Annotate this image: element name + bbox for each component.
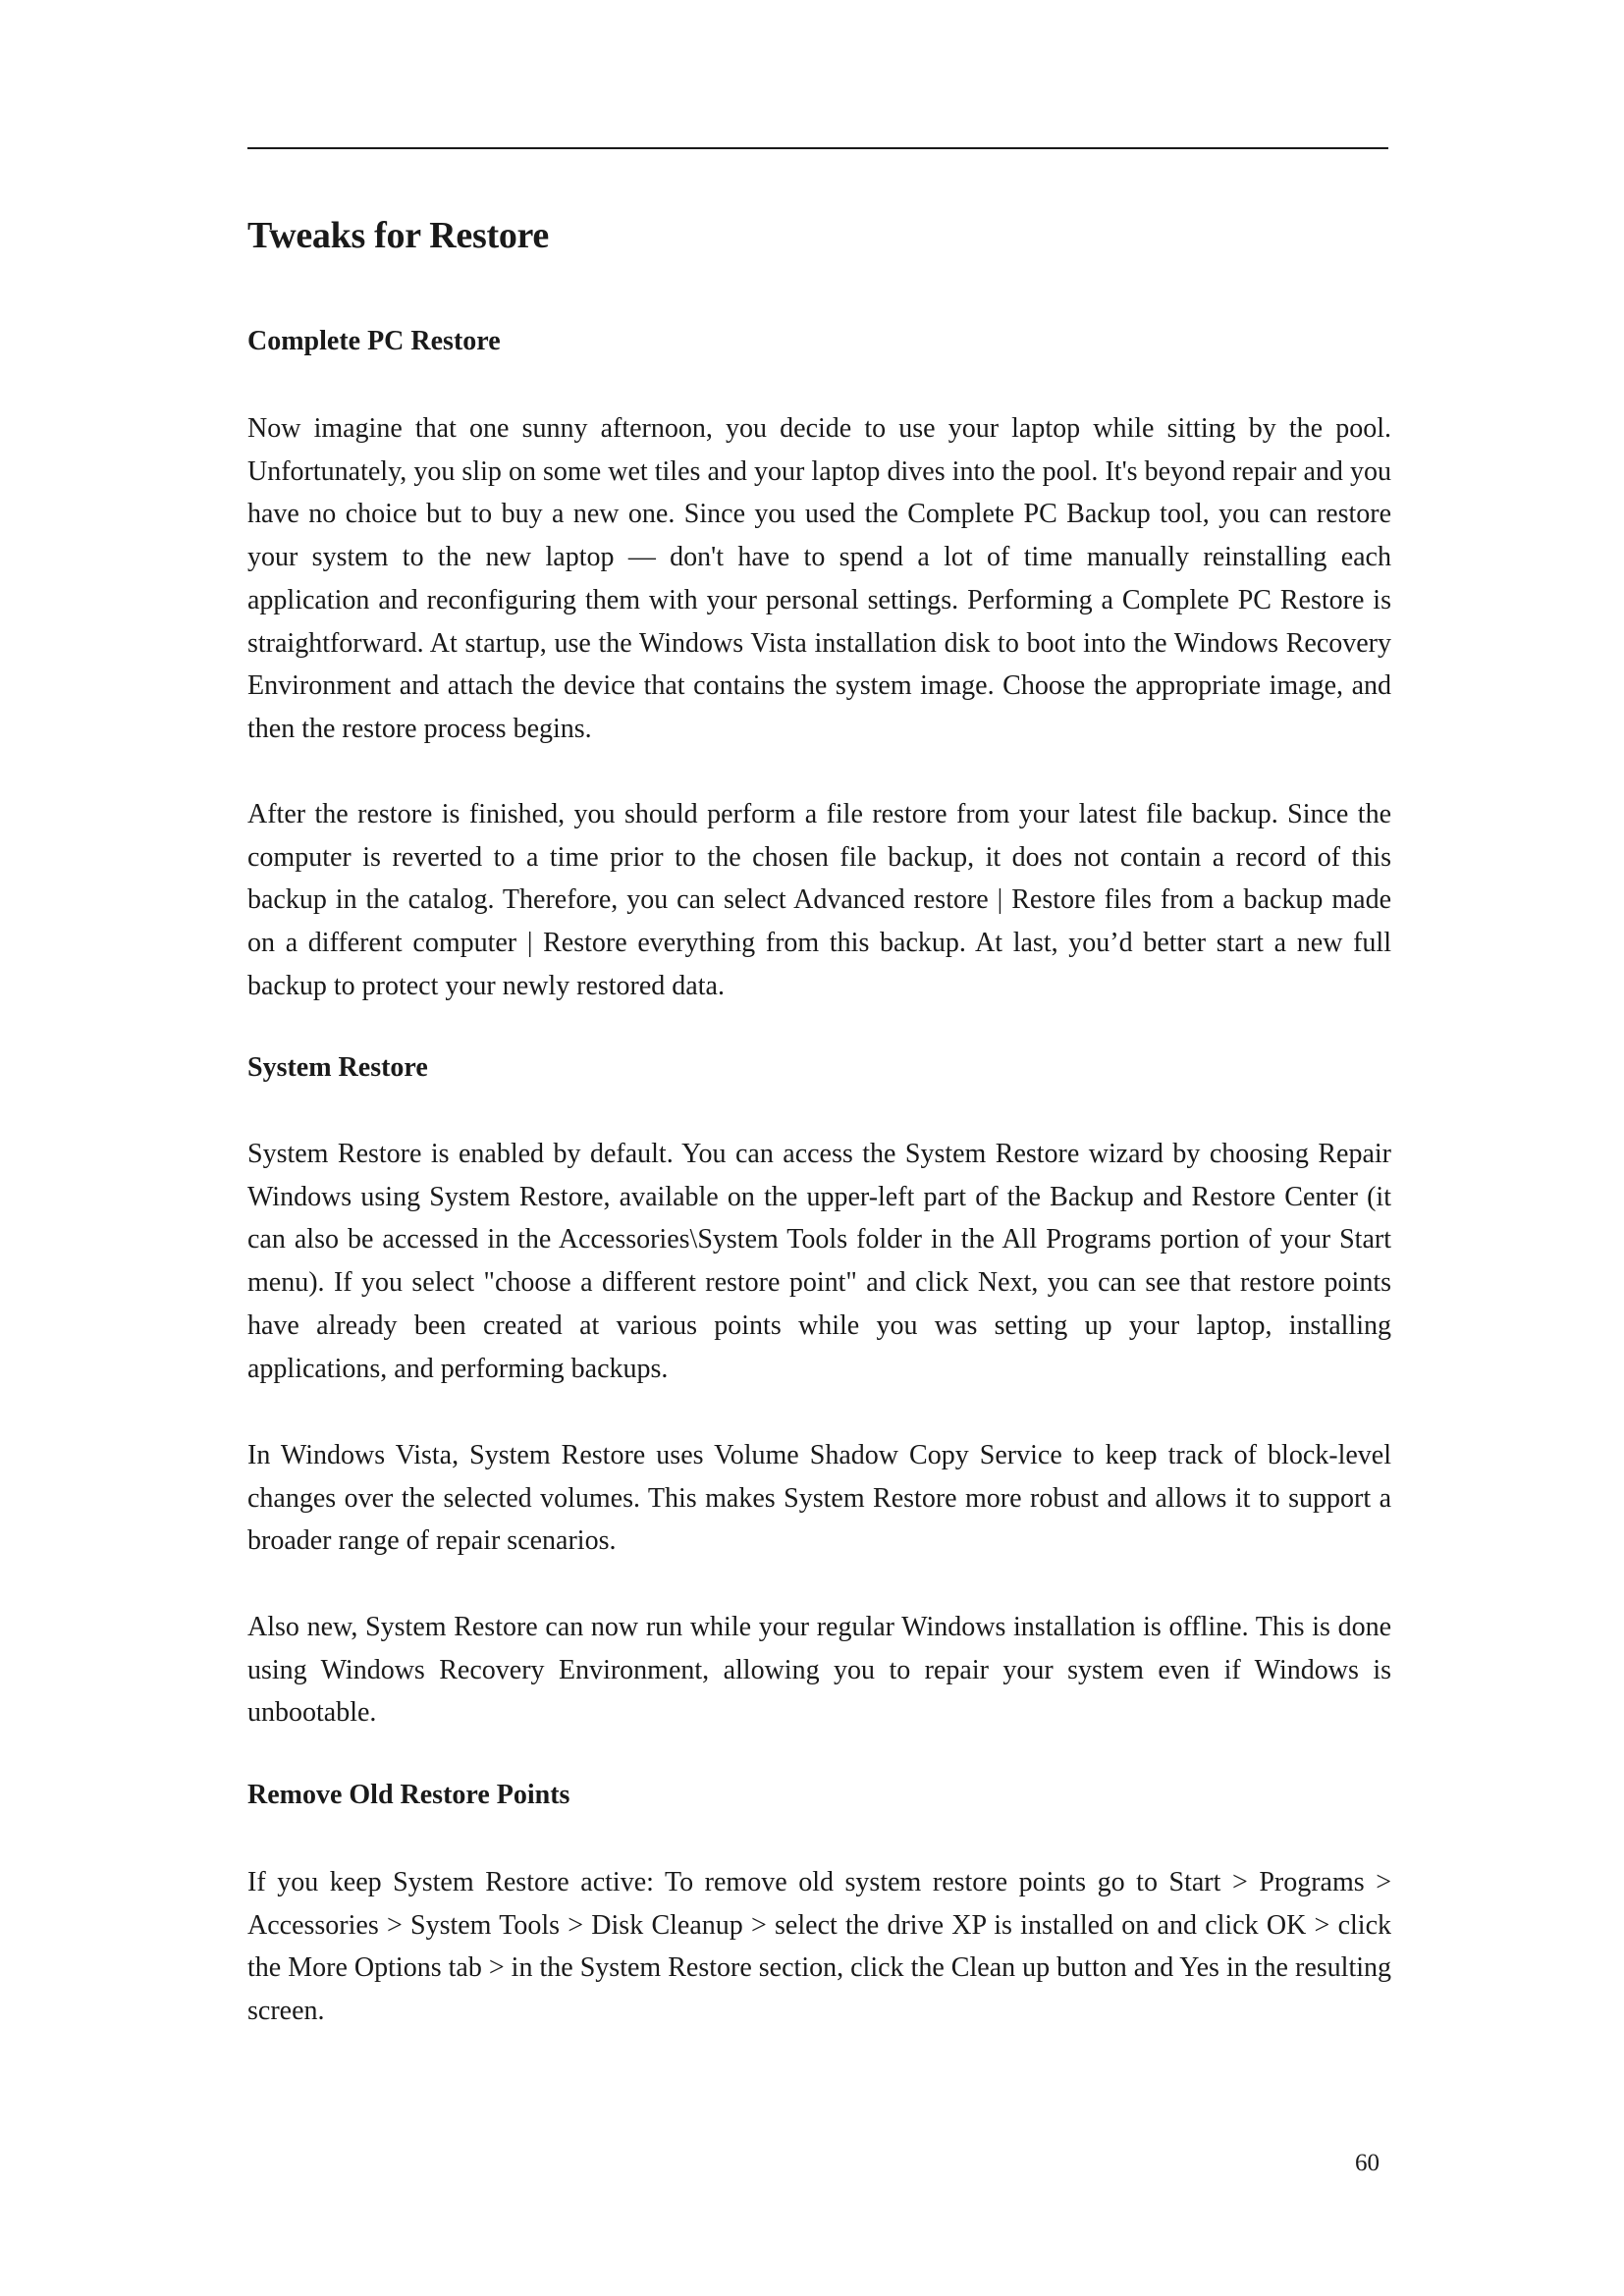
paragraph-system-restore-2: In Windows Vista, System Restore uses Volume Shadow Copy Service to keep track of block-level changes over the selected volumes. This makes System Restore more robust and allows it to support a broader range of repair scenarios. [247,1440,1391,1557]
section-heading-system-restore: System Restore [247,1052,428,1083]
paragraph-remove-old-restore-points-1: If you keep System Restore active: To remove old system restore points go to Start > Programs > Accessories > System Tools > Disk Cleanup > select the drive XP is installed on and click OK > click the More Options tab > in the System Restore section, click the Clean up button and Yes in the resulting screen. [247,1867,1391,2027]
page-number: 60 [1355,2150,1380,2176]
page-title: Tweaks for Restore [247,215,549,256]
section-heading-remove-old-restore-points: Remove Old Restore Points [247,1780,570,1810]
paragraph-system-restore-3: Also new, System Restore can now run while your regular Windows installation is offline. This is done using Windows Recovery Environment, allowing you to repair your system even if Windows is unbootable. [247,1612,1391,1729]
paragraph-complete-pc-restore-2: After the restore is finished, you should perform a file restore from your latest file backup. Since the computer is reverted to a time prior to the chosen file backup, it does not contain a record of this backup in the catalog. Therefore, you can select Advanced restore | Restore files from a backup made on a different computer | Restore everything from this backup. At last, you’d better start a new full backup to protect your newly restored data. [247,799,1391,1001]
header-rule [247,147,1388,149]
paragraph-system-restore-1: System Restore is enabled by default. You can access the System Restore wizard by choosing Repair Windows using System Restore, available on the upper-left part of the Backup and Restore Center (it can also be accessed in the Accessories\System Tools folder in the All Programs portion of your Start menu). If you select "choose a different restore point" and click Next, you can see that restore points have already been created at various points while you was setting up your laptop, installing applications, and performing backups. [247,1139,1391,1384]
paragraph-complete-pc-restore-1: Now imagine that one sunny afternoon, you decide to use your laptop while sitting by the pool. Unfortunately, you slip on some wet tiles and your laptop dives into the pool. It's beyond repair and you have no choice but to buy a new one. Since you used the Complete PC Backup tool, you can restore your system to the new laptop — don't have to spend a lot of time manually reinstalling each application and reconfiguring them with your personal settings. Performing a Complete PC Restore is straightforward. At startup, use the Windows Vista installation disk to boot into the Windows Recovery Environment and attach the device that contains the system image. Choose the appropriate image, and then the restore process begins. [247,413,1391,744]
section-heading-complete-pc-restore: Complete PC Restore [247,326,501,356]
